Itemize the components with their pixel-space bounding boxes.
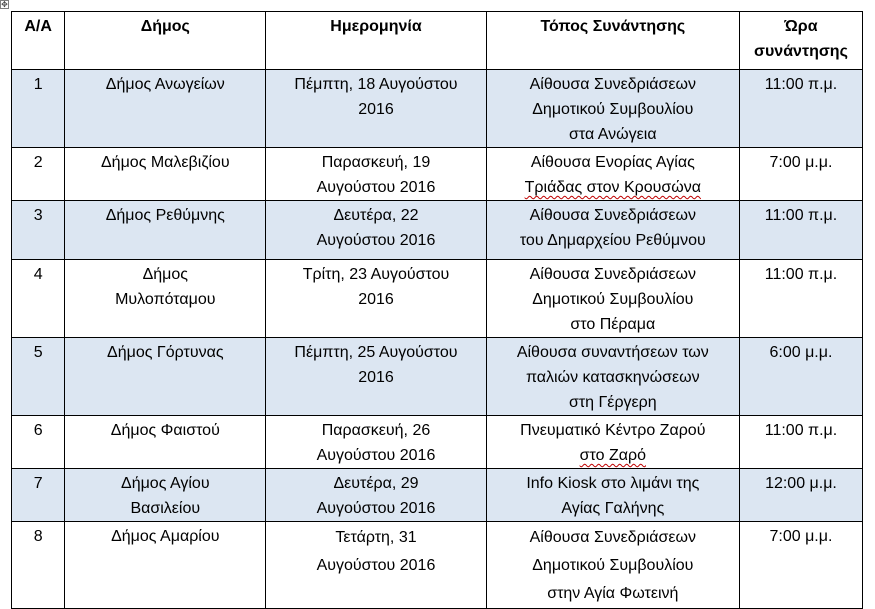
cell-line: Παρασκευή, 26: [321, 422, 431, 439]
cell-aa: 8: [12, 522, 65, 609]
cell-time: 12:00 μ.μ.: [739, 469, 862, 522]
cell-line: στα Ανώγεια: [569, 126, 657, 143]
table-move-handle-icon[interactable]: ✥: [1, 0, 8, 9]
cell-line: Μυλοπόταμου: [115, 291, 216, 308]
cell-line: Αυγούστου 2016: [316, 447, 436, 464]
cell-line: Δήμος Μαλεβιζίου: [100, 154, 230, 171]
table-row: [12, 338, 863, 416]
cell-line: Αίθουσα Ενορίας Αγίας: [530, 154, 695, 171]
cell-line: [492, 175, 734, 200]
cell-place: [486, 416, 739, 469]
cell-place: [486, 260, 739, 338]
cell-line: Αίθουσα Συνεδριάσεων: [529, 266, 697, 283]
cell-dimos: [65, 260, 266, 338]
cell-place: [486, 338, 739, 416]
cell-aa: 3: [12, 201, 65, 260]
cell-date: [266, 148, 486, 201]
cell-dimos: [65, 522, 266, 609]
cell-line: Δευτέρα, 22: [333, 207, 419, 224]
cell-time: 6:00 μ.μ.: [739, 338, 862, 416]
cell-dimos: [65, 338, 266, 416]
cell-line: Δήμος Ρεθύμνης: [105, 207, 225, 224]
cell-aa: 6: [12, 416, 65, 469]
cell-line: Αίθουσα συναντήσεων των: [516, 344, 709, 361]
spellcheck-underlined-text: στο Ζαρό: [579, 447, 646, 464]
header-date: Ημερομηνία: [266, 12, 486, 70]
cell-place: [486, 70, 739, 148]
header-aa: Α/Α: [12, 12, 65, 70]
header-time-line1: Ώρα: [784, 18, 818, 35]
cell-line: του Δημαρχείου Ρεθύμνου: [519, 232, 706, 249]
cell-line: Τετάρτη, 31: [335, 529, 417, 546]
cell-line: Βασιλείου: [130, 500, 201, 517]
cell-place: [486, 469, 739, 522]
cell-line: παλιών κατασκηνώσεων: [525, 369, 700, 386]
cell-time: 11:00 π.μ.: [739, 201, 862, 260]
cell-line: Δήμος Ανωγείων: [105, 76, 225, 93]
cell-line: στο Πέραμα: [570, 316, 656, 333]
cell-line: 2016: [358, 101, 394, 118]
cell-line: Δημοτικού Συμβουλίου: [532, 557, 694, 574]
cell-time: 7:00 μ.μ.: [739, 148, 862, 201]
table-row: [12, 70, 863, 148]
spellcheck-underlined-text: Τριάδας στον Κρουσώνα: [524, 179, 701, 196]
cell-time: 11:00 π.μ.: [739, 260, 862, 338]
cell-dimos: [65, 70, 266, 148]
cell-date: [266, 338, 486, 416]
header-time: [739, 12, 862, 70]
cell-date: [266, 416, 486, 469]
cell-dimos: [65, 201, 266, 260]
cell-place: [486, 201, 739, 260]
cell-line: 2016: [358, 291, 394, 308]
cell-line: Πέμπτη, 18 Αυγούστου: [294, 76, 458, 93]
table-row: [12, 416, 863, 469]
cell-aa: 2: [12, 148, 65, 201]
cell-line: 2016: [358, 369, 394, 386]
cell-date: [266, 522, 486, 609]
cell-line: Δήμος: [142, 266, 188, 283]
cell-line: Πέμπτη, 25 Αυγούστου: [294, 344, 458, 361]
meetings-table: [11, 11, 863, 609]
cell-line: Δήμος Αμαρίου: [111, 528, 220, 545]
cell-line: στη Γέργερη: [568, 394, 657, 411]
cell-date: [266, 70, 486, 148]
cell-line: Δευτέρα, 29: [333, 475, 419, 492]
table-row: [12, 201, 863, 260]
cell-time: 7:00 μ.μ.: [739, 522, 862, 609]
cell-dimos: [65, 469, 266, 522]
cell-time: 11:00 π.μ.: [739, 416, 862, 469]
cell-date: [266, 260, 486, 338]
cell-dimos: [65, 148, 266, 201]
cell-dimos: [65, 416, 266, 469]
cell-line: Αγίας Γαλήνης: [561, 500, 665, 517]
cell-line: Δημοτικού Συμβουλίου: [532, 291, 694, 308]
cell-aa: 4: [12, 260, 65, 338]
cell-line: Info Kiosk στο λιμάνι της: [526, 475, 700, 492]
cell-aa: 1: [12, 70, 65, 148]
cell-date: [266, 469, 486, 522]
cell-time: 11:00 π.μ.: [739, 70, 862, 148]
header-time-line2: συνάντησης: [754, 43, 848, 60]
cell-place: [486, 522, 739, 609]
header-place: Τόπος Συνάντησης: [486, 12, 739, 70]
cell-line: Αυγούστου 2016: [316, 500, 436, 517]
cell-date: [266, 201, 486, 260]
header-row: [12, 12, 863, 70]
cell-aa: 7: [12, 469, 65, 522]
cell-line: Αυγούστου 2016: [316, 232, 436, 249]
cell-line: Παρασκευή, 19: [321, 154, 431, 171]
cell-line: Τρίτη, 23 Αυγούστου: [302, 266, 450, 283]
cell-aa: 5: [12, 338, 65, 416]
cell-line: Δημοτικού Συμβουλίου: [532, 101, 694, 118]
cell-place: [486, 148, 739, 201]
cell-line: Αίθουσα Συνεδριάσεων: [529, 207, 697, 224]
cell-line: Πνευματικό Κέντρο Ζαρού: [520, 422, 706, 439]
table-row: [12, 522, 863, 609]
table-row: [12, 469, 863, 522]
cell-line: Αυγούστου 2016: [316, 179, 436, 196]
cell-line: Δήμος Φαιστού: [110, 422, 220, 439]
table-row: [12, 148, 863, 201]
cell-line: Δήμος Γόρτυνας: [107, 344, 224, 361]
header-dimos: Δήμος: [65, 12, 266, 70]
cell-line: Αίθουσα Συνεδριάσεων: [529, 76, 697, 93]
cell-line: Αυγούστου 2016: [316, 557, 436, 574]
cell-line: [492, 443, 734, 468]
cell-line: στην Αγία Φωτεινή: [547, 585, 679, 602]
cell-line: Δήμος Αγίου: [121, 475, 210, 492]
cell-line: Αίθουσα Συνεδριάσεων: [529, 529, 697, 546]
table-row: [12, 260, 863, 338]
